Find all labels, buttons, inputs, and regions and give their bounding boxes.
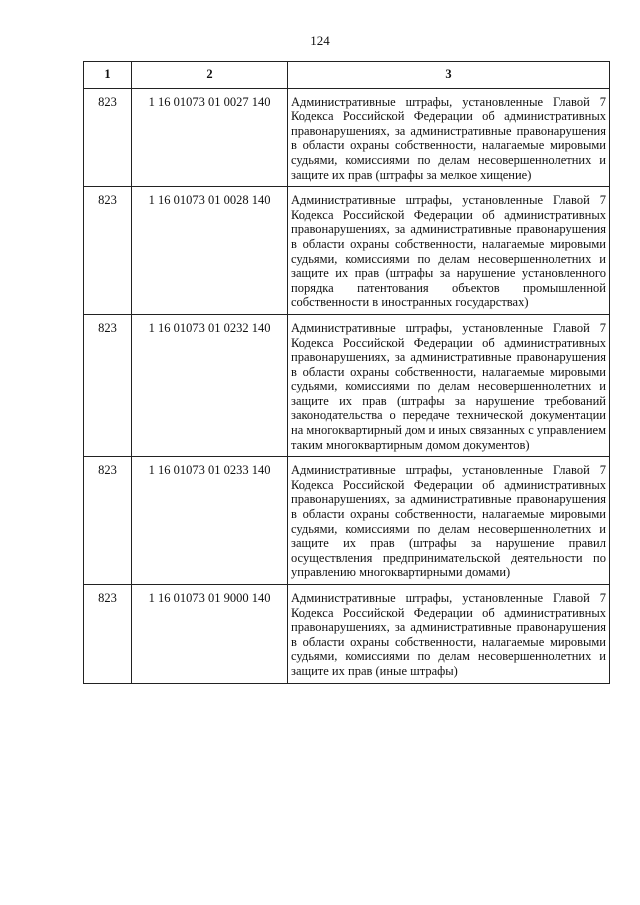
description-cell: Административные штрафы, установленные Главой 7 Кодекса Российской Федерации об административных правонарушениях, за административные правонарушения в области охраны собственности, налагаемые мировыми судьями, комиссиями по делам несовершеннолетних и защите их прав (штрафы за нарушение правил осуществления предпринимательской деятельности по управлению многоквартирными домами) — [288, 457, 610, 585]
description-cell: Административные штрафы, установленные Главой 7 Кодекса Российской Федерации об административных правонарушениях, за административные правонарушения в области охраны собственности, налагаемые мировыми судьями, комиссиями по делам несовершеннолетних и защите их прав (иные штрафы) — [288, 585, 610, 684]
revenue-code-cell: 1 16 01073 01 0233 140 — [132, 457, 288, 585]
revenue-code-cell: 1 16 01073 01 0232 140 — [132, 314, 288, 456]
header-col-1: 1 — [84, 62, 132, 89]
header-col-3: 3 — [288, 62, 610, 89]
description-cell: Административные штрафы, установленные Главой 7 Кодекса Российской Федерации об административных правонарушениях, за административные правонарушения в области охраны собственности, налагаемые мировыми судьями, комиссиями по делам несовершеннолетних и защите их прав (штрафы за нарушение установленного порядка патентования объектов промышленной собственности в иностранных государствах) — [288, 187, 610, 315]
admin-code-cell: 823 — [84, 457, 132, 585]
admin-code-cell: 823 — [84, 187, 132, 315]
table-row — [84, 585, 610, 684]
table-row — [84, 314, 610, 456]
description-cell: Административные штрафы, установленные Главой 7 Кодекса Российской Федерации об административных правонарушениях, за административные правонарушения в области охраны собственности, налагаемые мировыми судьями, комиссиями по делам несовершеннолетних и защите их прав (штрафы за нарушение требований законодательства о передаче технической документации на многоквартирный дом и иных связанных с управлением таким многоквартирным домом документов) — [288, 314, 610, 456]
page-number: 124 — [310, 33, 330, 48]
revenue-code-cell: 1 16 01073 01 9000 140 — [132, 585, 288, 684]
header-col-2: 2 — [132, 62, 288, 89]
budget-codes-table — [83, 61, 610, 684]
table-header-row — [84, 62, 610, 89]
admin-code-cell: 823 — [84, 88, 132, 187]
revenue-code-cell: 1 16 01073 01 0027 140 — [132, 88, 288, 187]
admin-code-cell: 823 — [84, 314, 132, 456]
table-row — [84, 88, 610, 187]
table-row — [84, 187, 610, 315]
admin-code-cell: 823 — [84, 585, 132, 684]
revenue-code-cell: 1 16 01073 01 0028 140 — [132, 187, 288, 315]
table-row — [84, 457, 610, 585]
description-cell: Административные штрафы, установленные Главой 7 Кодекса Российской Федерации об административных правонарушениях, за административные правонарушения в области охраны собственности, налагаемые мировыми судьями, комиссиями по делам несовершеннолетних и защите их прав (штрафы за мелкое хищение) — [288, 88, 610, 187]
